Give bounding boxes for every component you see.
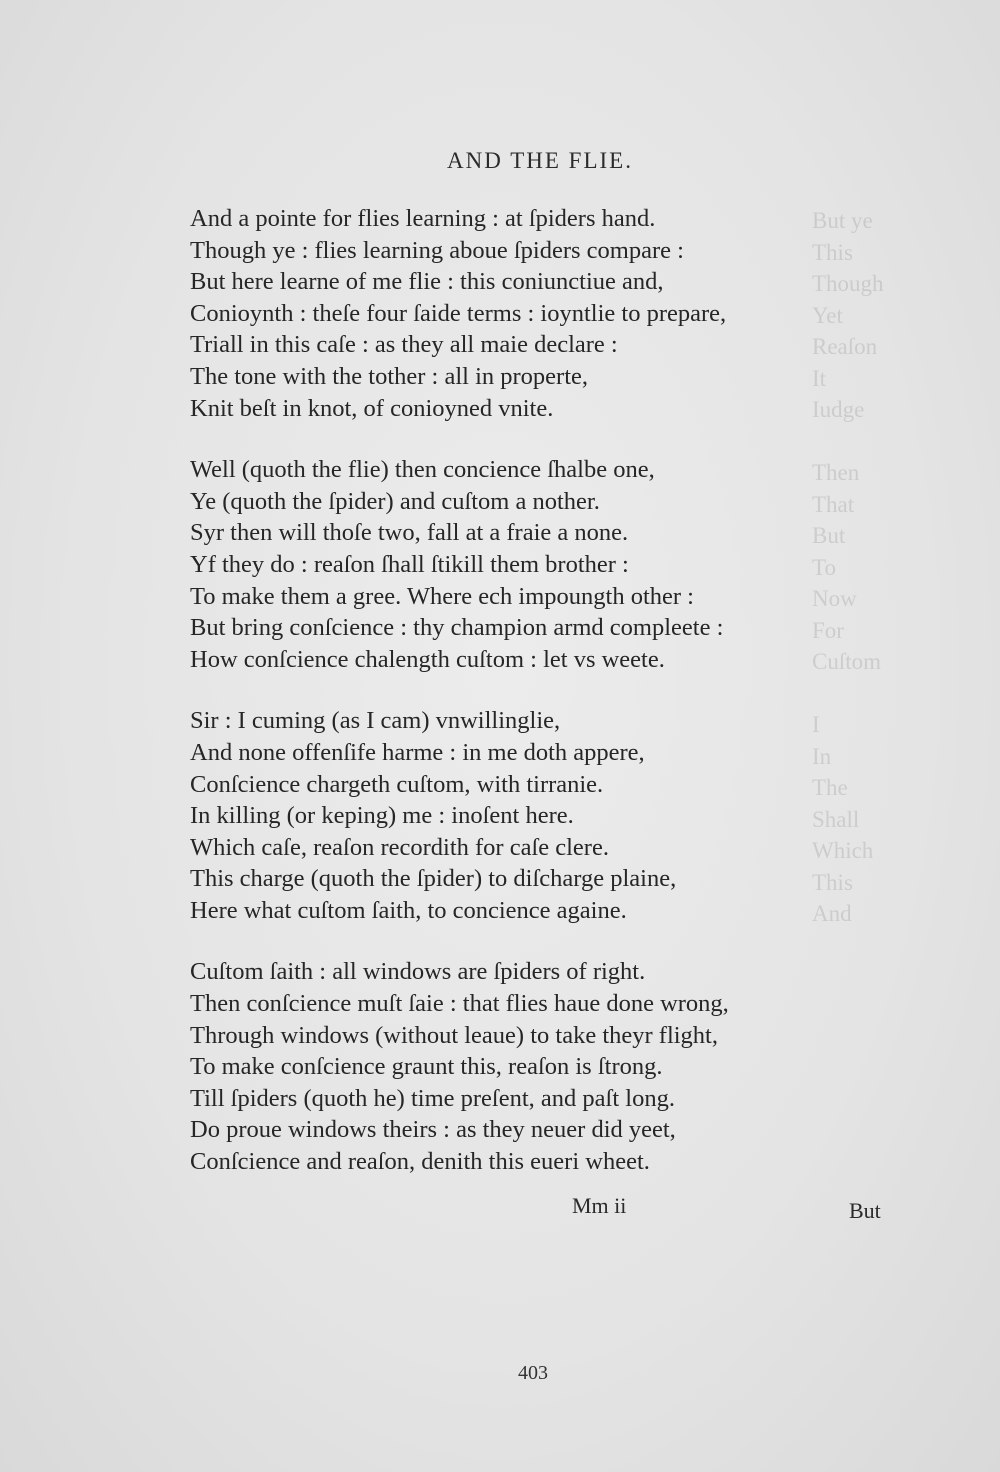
page-heading: AND THE FLIE. — [447, 148, 633, 173]
verse-line: Which caſe, reaſon recordith for caſe clere. — [190, 833, 609, 861]
verse-line: This charge (quoth the ſpider) to diſcharge plaine, — [190, 865, 677, 893]
stanza — [190, 956, 870, 1177]
stanza — [190, 203, 870, 424]
verse-line: Conſcience and reaſon, denith this eueri wheet. — [190, 1148, 650, 1176]
verse-line: Till ſpiders (quoth he) time preſent, and paſt long. — [190, 1084, 675, 1112]
verse-line: Here what cuſtom ſaith, to concience againe. — [190, 896, 627, 924]
verse-line: Ye (quoth the ſpider) and cuſtom a nother. — [190, 487, 600, 515]
verse-line: Sir : I cuming (as I cam) vnwillinglie, — [190, 707, 561, 735]
stanza — [190, 454, 870, 675]
verse-line: How conſcience chalength cuſtom : let vs weete. — [190, 645, 665, 673]
verse-line: Conſcience chargeth cuſtom, with tirranie. — [190, 770, 604, 798]
show-through-text: But ye This Though Yet Reaſon It Iudge Then That But To Now For Cuſtom I In The Shall Which This And — [812, 208, 884, 926]
signature-mark: Mm ii — [572, 1193, 627, 1218]
poem-body — [190, 203, 870, 1208]
verse-line: Yf they do : reaſon ſhall ſtikill them brother : — [190, 550, 629, 578]
verse-line: And none offenſife harme : in me doth appere, — [190, 738, 645, 766]
verse-line: Though ye : flies learning aboue ſpiders compare : — [190, 236, 684, 264]
stanza — [190, 705, 870, 926]
verse-line: Triall in this caſe : as they all maie declare : — [190, 331, 618, 359]
verse-line: But bring conſcience : thy champion armd compleete : — [190, 614, 724, 642]
verse-line: Do proue windows theirs : as they neuer did yeet, — [190, 1116, 676, 1144]
page-number: 403 — [518, 1362, 548, 1384]
verse-line: In killing (or keping) me : inoſent here. — [190, 802, 574, 830]
verse-line: And a pointe for flies learning : at ſpiders hand. — [190, 205, 656, 232]
verse-line: But here learne of me flie : this coniunctiue and, — [190, 268, 664, 296]
verse-line: Knit beſt in knot, of conioyned vnite. — [190, 394, 554, 422]
verse-line: The tone with the tother : all in properte, — [190, 362, 589, 390]
verse-line: Well (quoth the flie) then concience ſhalbe one, — [190, 456, 655, 484]
verse-line: Conioynth : theſe four ſaide terms : ioyntlie to prepare, — [190, 299, 727, 327]
catchword: But — [849, 1198, 881, 1223]
verse-line: To make them a gree. Where ech impoungth other : — [190, 582, 694, 610]
verse-line: Cuſtom ſaith : all windows are ſpiders of right. — [190, 958, 646, 986]
verse-line: Then conſcience muſt ſaie : that flies haue done wrong, — [190, 990, 729, 1018]
verse-line: Syr then will thoſe two, fall at a fraie a none. — [190, 519, 629, 547]
verse-line: To make conſcience graunt this, reaſon is ſtrong. — [190, 1053, 663, 1081]
verse-line: Through windows (without leaue) to take theyr flight, — [190, 1021, 718, 1049]
